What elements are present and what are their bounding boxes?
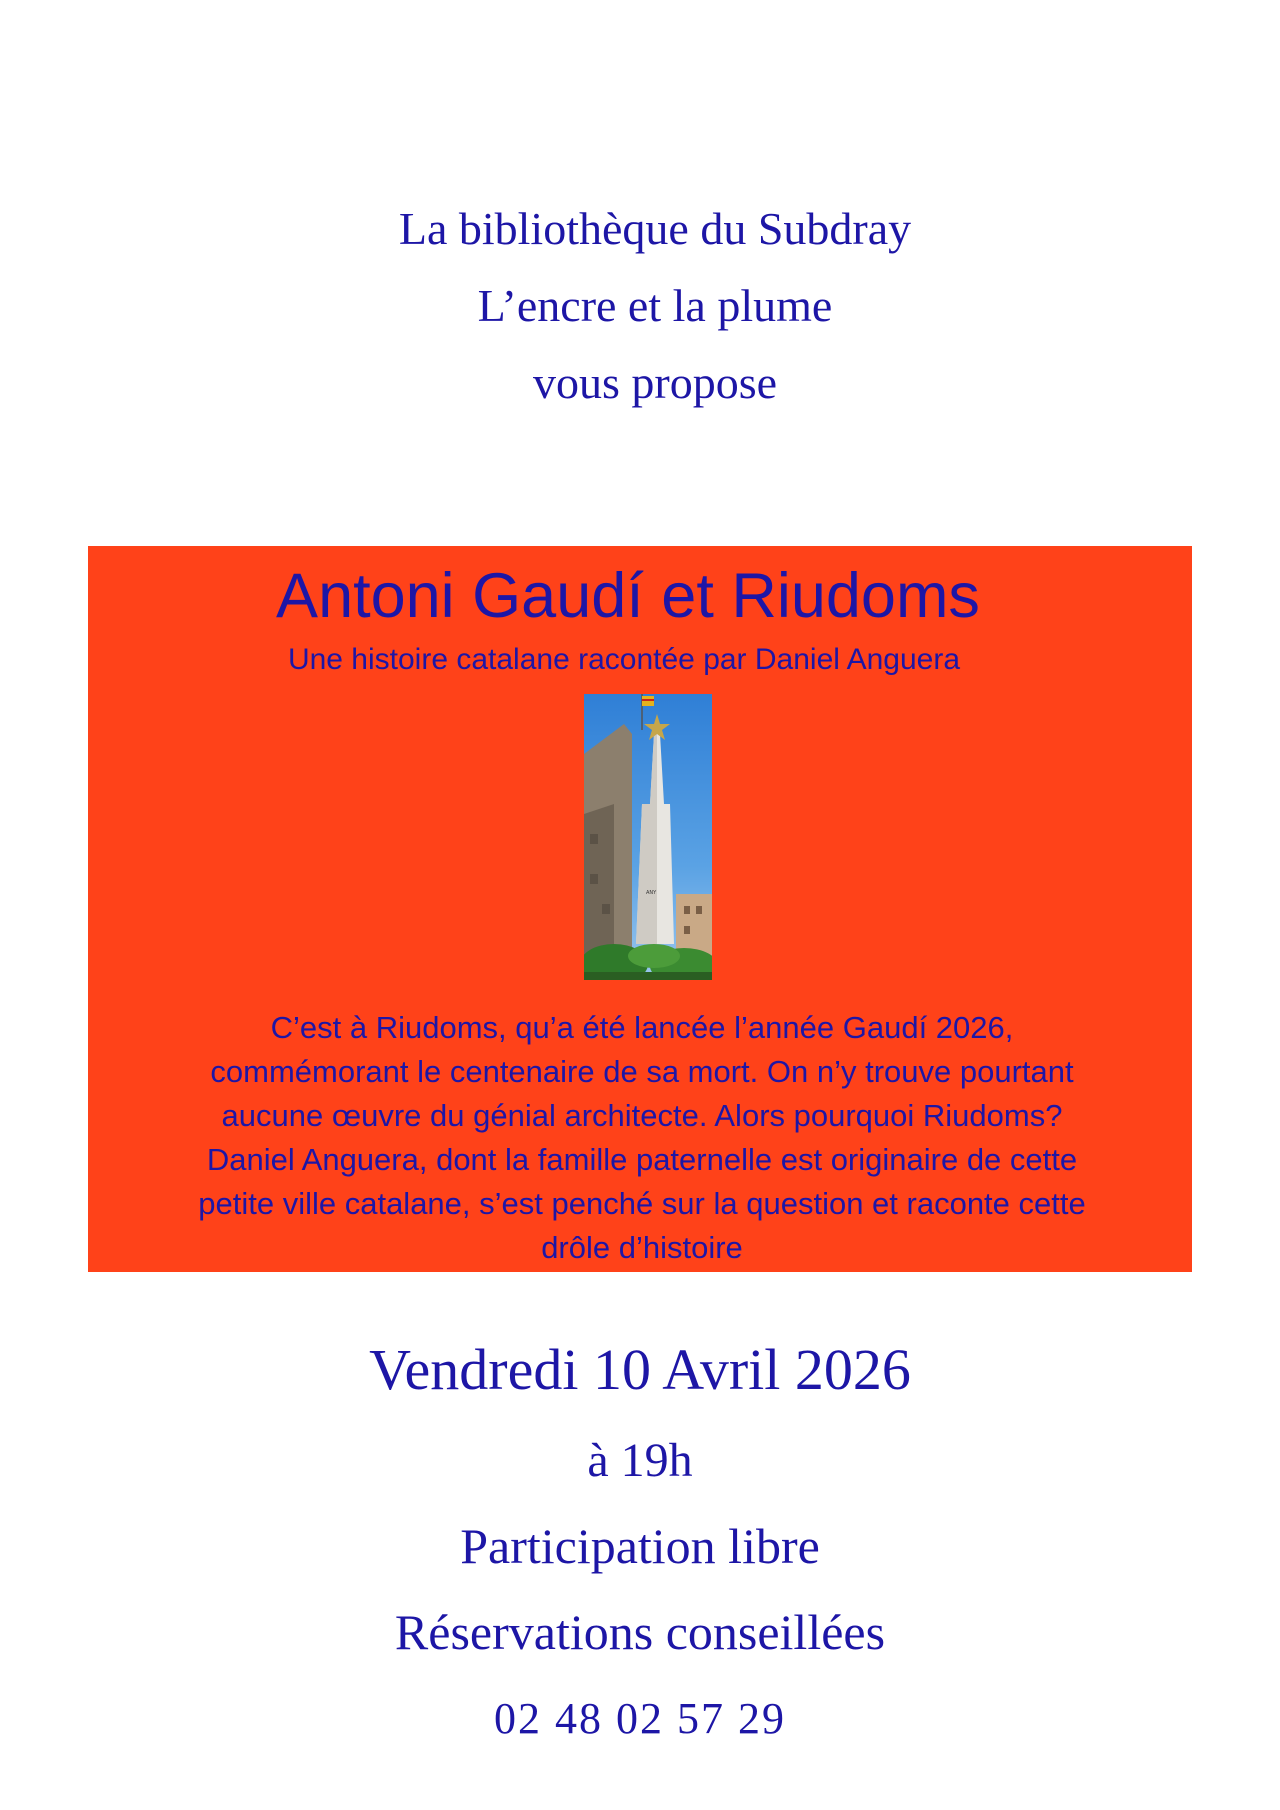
header-library-name: La bibliothèque du Subdray [398, 203, 912, 254]
event-date: Vendredi 10 Avril 2026 [369, 1337, 911, 1402]
participation-info: Participation libre [460, 1518, 820, 1574]
description-line: aucune œuvre du génial architecte. Alors pourquoi Riudoms? [221, 1098, 1063, 1133]
event-title: Antoni Gaudí et Riudoms [276, 561, 980, 631]
poster-header [0, 190, 1280, 421]
event-time: à 19h [587, 1434, 693, 1487]
description-line: Daniel Anguera, dont la famille paternelle est originaire de cette [206, 1142, 1078, 1177]
reservation-info: Réservations conseillées [394, 1604, 886, 1660]
description-line: petite ville catalane, s’est penché sur la question et raconte cette [198, 1186, 1086, 1221]
header-group-name: L’encre et la plume [477, 280, 833, 331]
header-proposes: vous propose [532, 357, 778, 408]
description-line: C’est à Riudoms, qu’a été lancée l’année Gaudí 2026, [270, 1010, 1014, 1045]
event-subtitle: Une histoire catalane racontée par Daniel Anguera [287, 643, 961, 676]
monument-photo [584, 694, 712, 980]
description-line: commémorant le centenaire de sa mort. On n’y trouve pourtant [210, 1054, 1074, 1089]
event-description [118, 1006, 1166, 1270]
description-line: drôle d’histoire [541, 1230, 743, 1265]
phone-number: 02 48 02 57 29 [494, 1694, 786, 1743]
event-panel [88, 546, 1192, 1272]
event-details [0, 1320, 1280, 1764]
svg-text:ANY: ANY [646, 890, 657, 896]
